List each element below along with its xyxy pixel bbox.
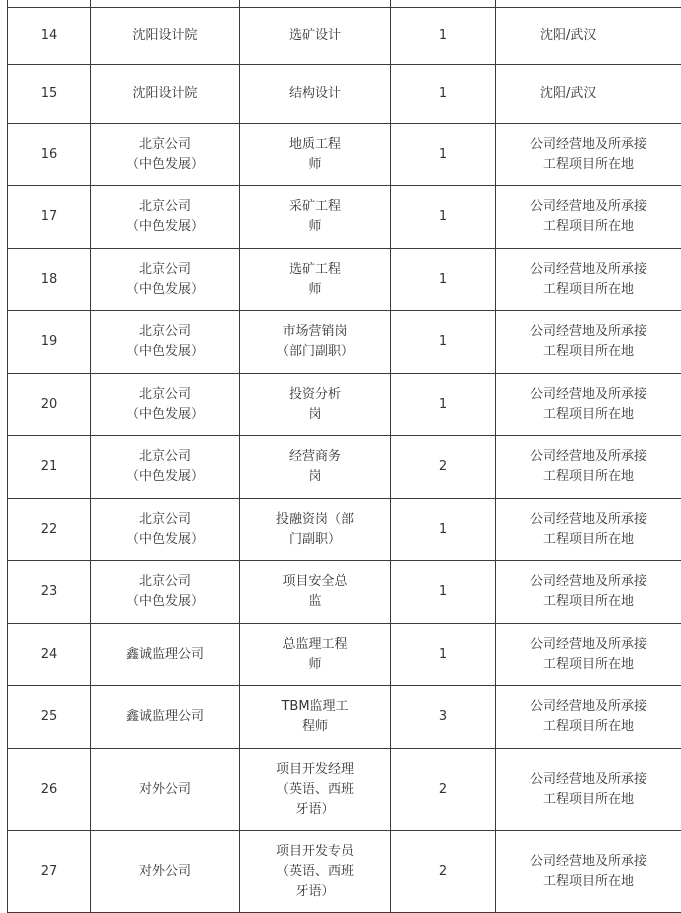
table-row bbox=[8, 8, 681, 65]
work-location: 公司经营地及所承接 工程项目所在地 bbox=[496, 749, 681, 831]
work-location: 公司经营地及所承接 工程项目所在地 bbox=[496, 249, 681, 311]
recruitment-table bbox=[7, 0, 681, 913]
job-position: 市场营销岗 （部门副职） bbox=[240, 311, 391, 374]
headcount: 1 bbox=[391, 311, 496, 374]
headcount: 1 bbox=[391, 499, 496, 561]
row-number: 26 bbox=[8, 749, 91, 831]
job-position: 经营商务 岗 bbox=[240, 436, 391, 499]
row-number: 27 bbox=[8, 831, 91, 913]
row-number: 14 bbox=[8, 8, 91, 65]
work-location: 公司经营地及所承接 工程项目所在地 bbox=[496, 831, 681, 913]
row-number: 18 bbox=[8, 249, 91, 311]
job-position: 选矿工程 师 bbox=[240, 249, 391, 311]
job-position: 项目安全总 监 bbox=[240, 561, 391, 624]
job-position: 结构设计 bbox=[240, 65, 391, 124]
headcount: 3 bbox=[391, 686, 496, 749]
work-location: 沈阳/武汉 bbox=[496, 65, 681, 124]
headcount: 1 bbox=[391, 624, 496, 686]
work-location: 公司经营地及所承接 工程项目所在地 bbox=[496, 499, 681, 561]
row-number: 23 bbox=[8, 561, 91, 624]
table-row-top-stub bbox=[8, 0, 681, 8]
table-row bbox=[8, 499, 681, 561]
employer-unit: 北京公司 （中色发展） bbox=[91, 124, 240, 186]
job-position: 总监理工程 师 bbox=[240, 624, 391, 686]
table-row bbox=[8, 436, 681, 499]
row-number: 24 bbox=[8, 624, 91, 686]
employer-unit: 北京公司 （中色发展） bbox=[91, 561, 240, 624]
work-location: 公司经营地及所承接 工程项目所在地 bbox=[496, 374, 681, 436]
employer-unit: 北京公司 （中色发展） bbox=[91, 249, 240, 311]
employer-unit: 北京公司 （中色发展） bbox=[91, 374, 240, 436]
table-cell-stub bbox=[91, 0, 240, 8]
table-row bbox=[8, 561, 681, 624]
table-cell-stub bbox=[496, 0, 681, 8]
headcount: 2 bbox=[391, 831, 496, 913]
row-number: 20 bbox=[8, 374, 91, 436]
headcount: 1 bbox=[391, 249, 496, 311]
table-row bbox=[8, 124, 681, 186]
employer-unit: 沈阳设计院 bbox=[91, 8, 240, 65]
employer-unit: 北京公司 （中色发展） bbox=[91, 186, 240, 249]
job-position: 项目开发专员 （英语、西班 牙语） bbox=[240, 831, 391, 913]
employer-unit: 对外公司 bbox=[91, 831, 240, 913]
employer-unit: 沈阳设计院 bbox=[91, 65, 240, 124]
table-row bbox=[8, 831, 681, 913]
job-position: 项目开发经理 （英语、西班 牙语） bbox=[240, 749, 391, 831]
job-position: TBM监理工 程师 bbox=[240, 686, 391, 749]
row-number: 17 bbox=[8, 186, 91, 249]
headcount: 1 bbox=[391, 561, 496, 624]
recruitment-table-body bbox=[8, 0, 681, 913]
employer-unit: 对外公司 bbox=[91, 749, 240, 831]
work-location: 沈阳/武汉 bbox=[496, 8, 681, 65]
job-position: 投资分析 岗 bbox=[240, 374, 391, 436]
headcount: 1 bbox=[391, 374, 496, 436]
work-location: 公司经营地及所承接 工程项目所在地 bbox=[496, 686, 681, 749]
headcount: 1 bbox=[391, 124, 496, 186]
headcount: 2 bbox=[391, 436, 496, 499]
headcount: 1 bbox=[391, 8, 496, 65]
table-row bbox=[8, 686, 681, 749]
table-row bbox=[8, 65, 681, 124]
work-location: 公司经营地及所承接 工程项目所在地 bbox=[496, 624, 681, 686]
job-position: 采矿工程 师 bbox=[240, 186, 391, 249]
table-row bbox=[8, 311, 681, 374]
work-location: 公司经营地及所承接 工程项目所在地 bbox=[496, 561, 681, 624]
headcount: 1 bbox=[391, 65, 496, 124]
work-location: 公司经营地及所承接 工程项目所在地 bbox=[496, 186, 681, 249]
employer-unit: 鑫诚监理公司 bbox=[91, 686, 240, 749]
row-number: 22 bbox=[8, 499, 91, 561]
employer-unit: 北京公司 （中色发展） bbox=[91, 436, 240, 499]
work-location: 公司经营地及所承接 工程项目所在地 bbox=[496, 311, 681, 374]
table-row bbox=[8, 624, 681, 686]
table-row bbox=[8, 749, 681, 831]
row-number: 25 bbox=[8, 686, 91, 749]
work-location: 公司经营地及所承接 工程项目所在地 bbox=[496, 436, 681, 499]
row-number: 19 bbox=[8, 311, 91, 374]
job-position: 选矿设计 bbox=[240, 8, 391, 65]
row-number: 21 bbox=[8, 436, 91, 499]
row-number: 15 bbox=[8, 65, 91, 124]
headcount: 2 bbox=[391, 749, 496, 831]
table-row bbox=[8, 186, 681, 249]
table-row bbox=[8, 249, 681, 311]
table-row bbox=[8, 374, 681, 436]
row-number: 16 bbox=[8, 124, 91, 186]
headcount: 1 bbox=[391, 186, 496, 249]
employer-unit: 鑫诚监理公司 bbox=[91, 624, 240, 686]
employer-unit: 北京公司 （中色发展） bbox=[91, 311, 240, 374]
work-location: 公司经营地及所承接 工程项目所在地 bbox=[496, 124, 681, 186]
table-cell-stub bbox=[8, 0, 91, 8]
employer-unit: 北京公司 （中色发展） bbox=[91, 499, 240, 561]
job-position: 投融资岗（部 门副职） bbox=[240, 499, 391, 561]
table-cell-stub bbox=[240, 0, 391, 8]
job-position: 地质工程 师 bbox=[240, 124, 391, 186]
table-cell-stub bbox=[391, 0, 496, 8]
